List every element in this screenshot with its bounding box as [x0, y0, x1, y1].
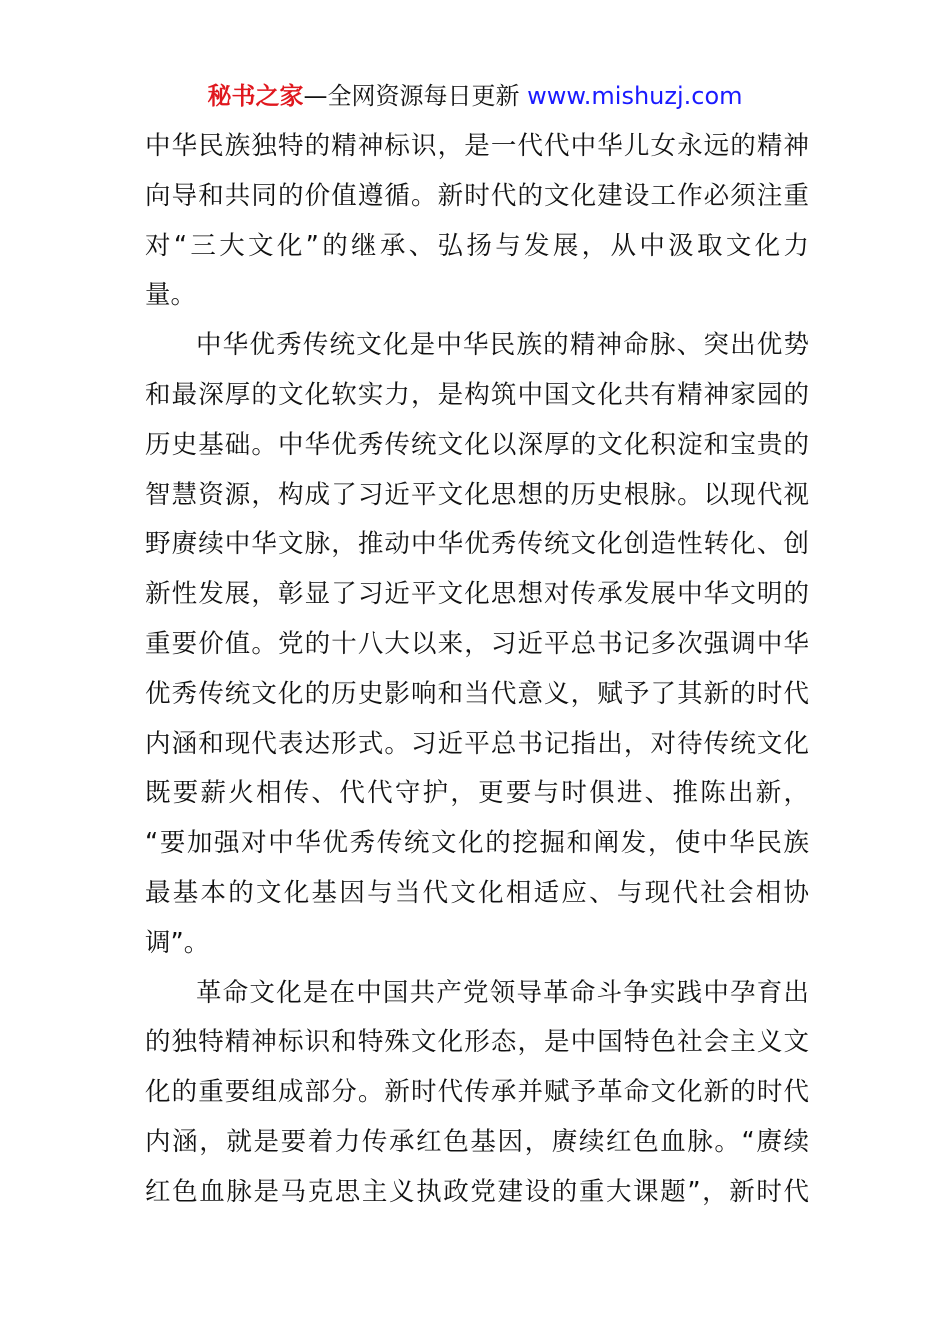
text-line: 最基本的文化基因与当代文化相适应、与现代社会相协	[145, 877, 809, 908]
site-tagline: —全网资源每日更新	[303, 82, 528, 110]
text-line: 量。	[145, 280, 197, 311]
text-line: 中华民族独特的精神标识，是一代代中华儿女永远的精神	[145, 131, 809, 161]
page-header	[0, 80, 950, 112]
text-line: 和最深厚的文化软实力，是构筑中国文化共有精神家园的	[145, 379, 809, 410]
text-line: 调”。	[145, 927, 210, 958]
text-line: “要加强对中华优秀传统文化的挖掘和阐发，使中华民族	[145, 828, 809, 859]
text-line: 新性发展，彰显了习近平文化思想对传承发展中华文明的	[145, 579, 809, 610]
document-body	[145, 122, 809, 1218]
text-line: 化的重要组成部分。新时代传承并赋予革命文化新的时代	[145, 1077, 809, 1108]
site-brand: 秘书之家	[207, 82, 304, 110]
text-line: 对“三大文化”的继承、弘扬与发展，从中汲取文化力	[145, 230, 809, 261]
text-line: 中华优秀传统文化是中华民族的精神命脉、突出优势	[196, 330, 809, 361]
text-line: 历史基础。中华优秀传统文化以深厚的文化积淀和宝贵的	[145, 429, 809, 460]
text-line: 内涵和现代表达形式。习近平总书记指出，对待传统文化	[145, 728, 809, 759]
text-line: 的独特精神标识和特殊文化形态，是中国特色社会主义文	[145, 1027, 809, 1058]
text-line: 革命文化是在中国共产党领导革命斗争实践中孕育出	[196, 977, 809, 1008]
text-line: 内涵，就是要着力传承红色基因，赓续红色血脉。“赓续	[145, 1126, 809, 1157]
text-line: 既要薪火相传、代代守护，更要与时俱进、推陈出新，	[145, 778, 809, 809]
text-line: 红色血脉是马克思主义执政党建设的重大课题”，新时代	[145, 1176, 809, 1207]
site-url-link[interactable]: www.mishuzj.com	[527, 82, 743, 110]
text-line: 优秀传统文化的历史影响和当代意义，赋予了其新的时代	[145, 678, 809, 709]
text-line: 重要价值。党的十八大以来，习近平总书记多次强调中华	[145, 628, 809, 659]
text-line: 野赓续中华文脉，推动中华优秀传统文化创造性转化、创	[145, 529, 809, 560]
text-line: 向导和共同的价值遵循。新时代的文化建设工作必须注重	[145, 180, 809, 211]
text-line: 智慧资源，构成了习近平文化思想的历史根脉。以现代视	[145, 479, 809, 510]
